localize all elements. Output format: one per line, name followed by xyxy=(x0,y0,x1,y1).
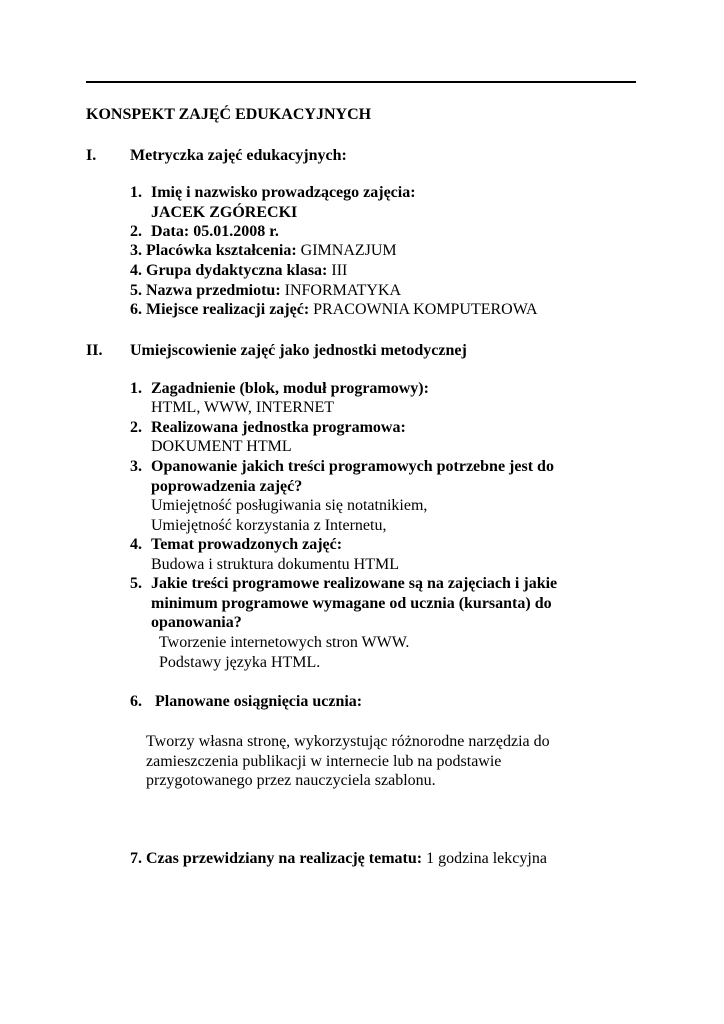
s1-item-3 xyxy=(130,241,397,260)
s2-item-2-label: Realizowana jednostka programowa: xyxy=(151,419,406,436)
s2-item-3-label-line-2: poprowadzenia zajęć? xyxy=(151,478,303,495)
s1-item-3-num: 3. xyxy=(130,242,142,259)
section-1-numeral: I. xyxy=(86,147,97,164)
s2-item-5-label-line-1: Jakie treści programowe realizowane są na zajęciach i jakie xyxy=(151,575,558,592)
s1-item-4-num: 4. xyxy=(130,262,142,279)
s1-item-4 xyxy=(130,261,347,280)
s2-item-4-num: 4. xyxy=(130,536,142,553)
s1-item-5-value: INFORMATYKA xyxy=(284,282,402,299)
s1-item-6 xyxy=(130,300,538,319)
s2-item-5-value-line-2: Podstawy języka HTML. xyxy=(159,654,321,671)
s2-item-2-value: DOKUMENT HTML xyxy=(151,438,292,455)
s2-item-5-label-line-3: opanowania? xyxy=(151,614,242,631)
section-2-numeral: II. xyxy=(86,342,103,359)
s1-item-2-label: Data: 05.01.2008 r. xyxy=(151,223,279,240)
s2-item-3-num: 3. xyxy=(130,458,142,475)
s1-item-6-value: PRACOWNIA KOMPUTEROWA xyxy=(313,301,538,318)
s2-item-4-value: Budowa i struktura dokumentu HTML xyxy=(151,556,399,573)
s1-item-4-value: III xyxy=(331,262,348,279)
s2-item-3-value-line-2: Umiejętność korzystania z Internetu, xyxy=(151,517,387,534)
s2-item-1-label: Zagadnienie (blok, moduł programowy): xyxy=(151,380,429,397)
header-rule xyxy=(86,81,636,83)
s2-item-7-num: 7. xyxy=(130,850,142,867)
s1-item-3-value: GIMNAZJUM xyxy=(300,242,397,259)
s2-item-5-value-line-1: Tworzenie internetowych stron WWW. xyxy=(159,634,410,651)
s2-item-7-value: 1 godzina lekcyjna xyxy=(426,850,547,867)
s2-item-4-label: Temat prowadzonych zajęć: xyxy=(151,536,343,553)
s2-item-6-para-line-3: przygotowanego przez nauczyciela szablonu. xyxy=(146,772,436,789)
s1-item-6-num: 6. xyxy=(130,301,142,318)
document-title: KONSPEKT ZAJĘĆ EDUKACYJNYCH xyxy=(86,106,372,123)
s2-item-6-num: 6. xyxy=(130,693,142,710)
s2-item-3-value-line-1: Umiejętność posługiwania się notatnikiem, xyxy=(151,497,428,514)
s1-item-2-num: 2. xyxy=(130,223,142,240)
s2-item-1-value: HTML, WWW, INTERNET xyxy=(151,399,335,416)
s2-item-7-label: Czas przewidziany na realizację tematu: xyxy=(146,850,423,867)
s1-item-1-num: 1. xyxy=(130,184,142,201)
s1-item-1-label: Imię i nazwisko prowadzącego zajęcia: xyxy=(151,184,416,201)
section-2-heading: Umiejscowienie zajęć jako jednostki metodycznej xyxy=(130,342,467,359)
s1-item-1-value: JACEK ZGÓRECKI xyxy=(151,204,298,221)
s2-item-6-para-line-1: Tworzy własna stronę, wykorzystując różnorodne narzędzia do xyxy=(146,733,550,750)
s2-item-5-num: 5. xyxy=(130,575,142,592)
s1-item-5 xyxy=(130,281,401,300)
s2-item-3-label-line-1: Opanowanie jakich treści programowych potrzebne jest do xyxy=(151,458,554,475)
s1-item-6-label: Miejsce realizacji zajęć: xyxy=(146,301,310,318)
s2-item-1-num: 1. xyxy=(130,380,142,397)
s1-item-5-label: Nazwa przedmiotu: xyxy=(146,282,281,299)
s1-item-4-label: Grupa dydaktyczna klasa: xyxy=(146,262,328,279)
s1-item-5-num: 5. xyxy=(130,282,142,299)
section-1-heading: Metryczka zajęć edukacyjnych: xyxy=(130,147,347,164)
s2-item-6-label: Planowane osiągnięcia ucznia: xyxy=(155,693,363,710)
s2-item-7 xyxy=(130,849,547,868)
s2-item-6-para-line-2: zamieszczenia publikacji w internecie lub na podstawie xyxy=(146,753,502,770)
s2-item-5-label-line-2: minimum programowe wymagane od ucznia (kursanta) do xyxy=(151,595,552,612)
s2-item-2-num: 2. xyxy=(130,419,142,436)
s1-item-3-label: Placówka kształcenia: xyxy=(146,242,297,259)
